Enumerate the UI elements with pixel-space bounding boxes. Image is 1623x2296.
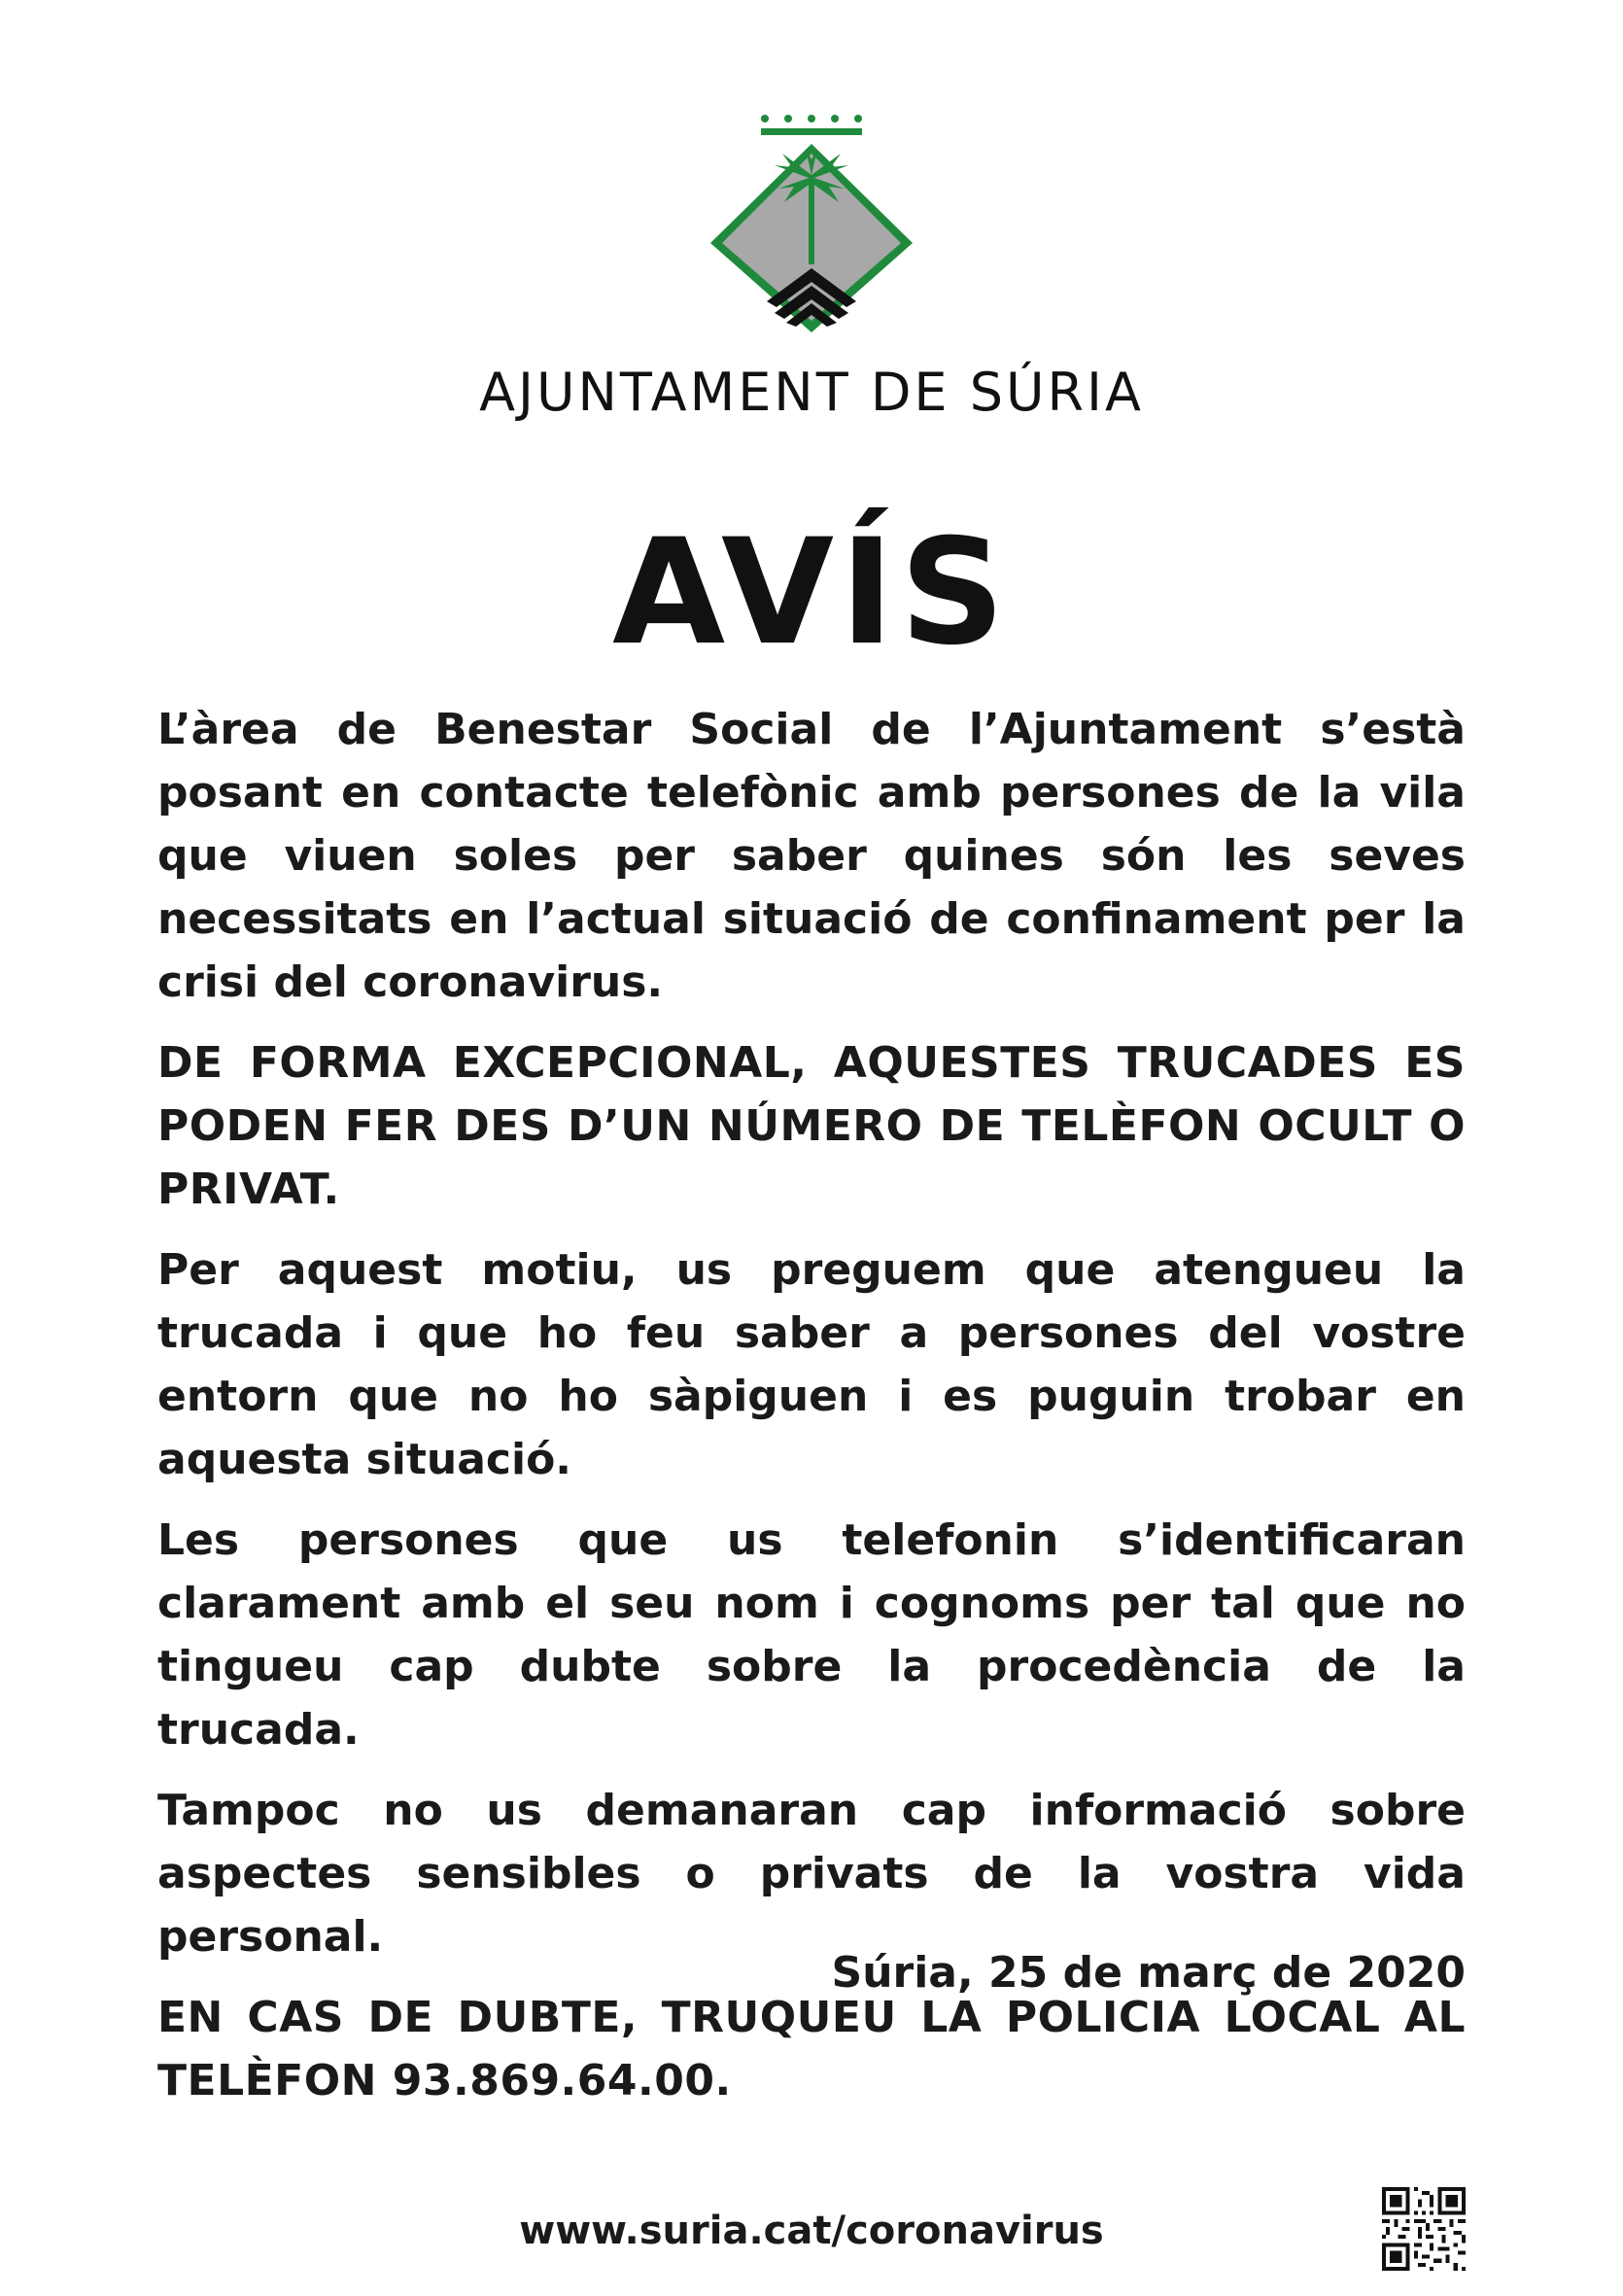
paragraph-intro: L’àrea de Benestar Social de l’Ajuntament s’està posant en contacte telefònic amb persones de la vila que viuen soles per saber quines són les seves necessitats en l’actual situació de confinament per la crisi del coronavirus. — [157, 705, 1466, 1007]
notice-date: Súria, 25 de març de 2020 — [831, 1948, 1466, 1998]
website-link[interactable]: www.suria.cat/coronavirus — [519, 2209, 1104, 2253]
notice-title: AVÍS — [612, 508, 1011, 678]
paragraph-warning: DE FORMA EXCEPCIONAL, AQUESTES TRUCADES ES PODEN FER DES D’UN NÚMERO DE TELÈFON OCULT O PRIVAT. — [157, 1038, 1466, 1214]
paragraph-privacy: Tampoc no us demanaran cap informació sobre aspectes sensibles o privats de la vostra vida personal. — [157, 1786, 1466, 1962]
organization-name: AJUNTAMENT DE SÚRIA — [479, 362, 1144, 423]
notice-body — [157, 698, 1466, 2130]
paragraph-request: Per aquest motiu, us preguem que atengueu la trucada i que ho feu saber a persones del vostre entorn que no ho sàpiguen i es puguin trobar en aquesta situació. — [157, 1245, 1466, 1484]
municipal-crest-icon — [685, 107, 938, 340]
qr-code-icon[interactable] — [1382, 2187, 1466, 2271]
paragraph-identification: Les persones que us telefonin s’identificaran clarament amb el seu nom i cognoms per tal que no tingueu cap dubte sobre la procedència de la trucada. — [157, 1515, 1466, 1755]
paragraph-police-contact: EN CAS DE DUBTE, TRUQUEU LA POLICIA LOCAL AL TELÈFON 93.869.64.00. — [157, 1993, 1466, 2105]
